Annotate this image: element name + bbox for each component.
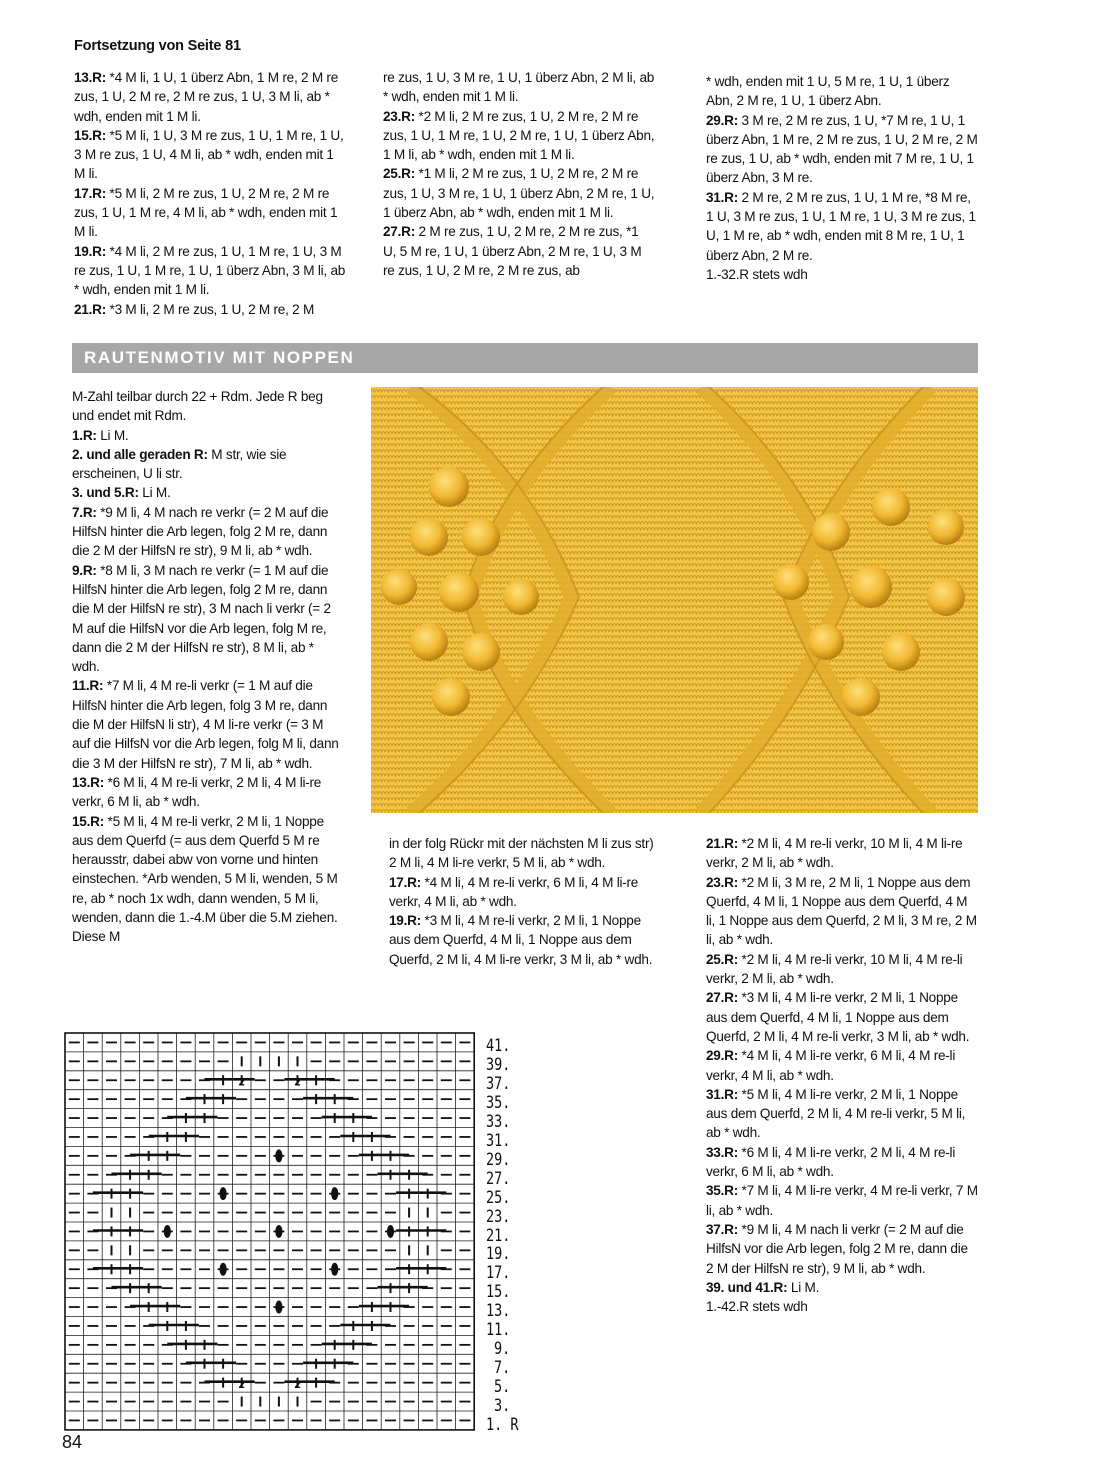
instruction-text: *1 M li, 2 M re zus, 1 U, 2 M re, 2 M re zus, 1 U, 3 M re, 1 U, 1 überz Abn, 2 M re, 1 U, 1 überz Abn, ab * wdh, enden mit 1 M li. xyxy=(383,166,655,221)
knitting-chart-grid xyxy=(63,1031,475,1431)
row-label: 2. und alle geraden R: xyxy=(72,446,208,462)
cable-cross-count: 2 xyxy=(294,1379,301,1392)
chart-row-label: 41. xyxy=(486,1036,511,1055)
instruction-text: 3 M re, 2 M re zus, 1 U, *7 M re, 1 U, 1 überz Abn, 1 M re, 2 M re zus, 1 U, 2 M re, 2 M re zus, 1 U, ab * wdh, enden mit 7 M re, 1 U, 1 überz Abn, 3 M re. xyxy=(706,112,978,186)
instruction-paragraph xyxy=(706,834,978,873)
instruction-text: M-Zahl teilbar durch 22 + Rdm. Jede R beg und endet mit Rdm. xyxy=(72,389,323,424)
row-label: 33.R: xyxy=(706,1144,738,1160)
instruction-text: 2 M re zus, 1 U, 2 M re, 2 M re zus, *1 U, 5 M re, 1 U, 1 überz Abn, 2 M re, 1 U, 3 M re zus, 1 U, 2 M re, 2 M re zus, ab xyxy=(383,224,642,278)
instruction-text: *7 M li, 4 M re-li verkr (= 1 M auf die HilfsN hinter die Arb legen, folg 3 M re, dann die M der HilfsN li str), 4 M li-re verkr (= 3 M auf die HilfsN vor die Arb legen, folg M li, dann die 3 M der HilfsN re str), 7 M li, ab * wdh. xyxy=(72,678,339,771)
instruction-text: *4 M li, 4 M re-li verkr, 6 M li, 4 M li-re verkr, 4 M li, ab * wdh. xyxy=(389,874,639,909)
chart-row-label: 5. xyxy=(494,1377,511,1397)
section-title: RAUTENMOTIV MIT NOPPEN xyxy=(84,348,355,367)
row-label: 37.R: xyxy=(706,1221,738,1237)
row-label: 17.R: xyxy=(74,185,106,201)
instruction-paragraph xyxy=(383,164,655,222)
continuation-heading: Fortsetzung von Seite 81 xyxy=(74,38,241,54)
row-label: 23.R: xyxy=(706,874,738,890)
chart-row-label: 13. xyxy=(486,1301,511,1321)
row-label: 1.R: xyxy=(72,427,97,443)
row-label: 35.R: xyxy=(706,1183,738,1199)
instruction-paragraph xyxy=(72,812,344,947)
chart-row-label: 15. xyxy=(486,1282,511,1302)
instruction-paragraph xyxy=(72,426,344,445)
instruction-text: M str, wie sie erscheinen, U li str. xyxy=(72,446,287,482)
instruction-text: *2 M li, 4 M re-li verkr, 10 M li, 4 M re-li verkr, 2 M li, ab * wdh. xyxy=(706,951,963,987)
bobble-symbol xyxy=(331,1187,338,1200)
instruction-paragraph xyxy=(706,188,978,265)
instruction-text: *5 M li, 4 M re-li verkr, 2 M li, 1 Noppe aus dem Querfd (= aus dem Querfd 5 M re herausstr, dabei abw von vorne und hinten einstechen. *Arb wenden, 5 M li, wenden, 5 M re, ab * noch 1x wdh, dann wenden, 5 M li, wenden, dann die 1.-4.M über die 5.M ziehen. Diese M xyxy=(72,813,338,945)
row-label: 7.R: xyxy=(72,504,97,520)
row-label: 15.R: xyxy=(72,813,104,829)
instruction-paragraph xyxy=(706,1181,978,1220)
instruction-paragraph xyxy=(706,873,978,950)
chart-row-label: 11. xyxy=(486,1320,511,1340)
instruction-paragraph xyxy=(72,773,344,812)
instruction-text: *9 M li, 4 M nach re verkr (= 2 M auf die HilfsN hinter die Arb legen, folg 2 M re, dann die 2 M der HilfsN re str), 9 M li, ab * wdh. xyxy=(72,504,329,559)
instruction-paragraph xyxy=(706,1297,978,1316)
row-label: 31.R: xyxy=(706,1086,738,1102)
chart-row-label: 25. xyxy=(486,1187,511,1207)
bobble-symbol xyxy=(275,1225,282,1238)
chart-row-label: 39. xyxy=(486,1054,511,1074)
instruction-paragraph xyxy=(74,242,346,300)
row-label: 13.R: xyxy=(72,774,104,790)
instruction-text: *2 M li, 2 M re zus, 1 U, 2 M re, 2 M re zus, 1 U, 1 M re, 1 U, 2 M re, 1 U, 1 überz Abn, 1 M li, ab * wdh, enden mit 1 M li. xyxy=(383,108,655,163)
instruction-text: *6 M li, 4 M re-li verkr, 2 M li, 4 M li-re verkr, 6 M li, ab * wdh. xyxy=(72,774,322,810)
bobble-symbol xyxy=(164,1225,171,1238)
instruction-paragraph xyxy=(383,107,655,165)
row-label: 27.R: xyxy=(706,990,738,1006)
bobble-symbol xyxy=(220,1263,227,1276)
chart-row-label: 33. xyxy=(486,1111,511,1131)
instruction-paragraph xyxy=(706,72,978,111)
instruction-paragraph xyxy=(706,111,978,188)
instruction-paragraph xyxy=(72,561,344,677)
instruction-text: *4 M li, 1 U, 1 überz Abn, 1 M re, 2 M re zus, 1 U, 2 M re, 2 M re zus, 1 U, 3 M li, ab * wdh, enden mit 1 M li. xyxy=(74,70,339,124)
instruction-paragraph xyxy=(706,1278,978,1297)
instruction-paragraph xyxy=(706,988,978,1046)
instructions-column-1 xyxy=(72,387,344,947)
instruction-paragraph xyxy=(74,126,346,184)
instruction-text: Li M. xyxy=(787,1279,820,1295)
instruction-text: *2 M li, 3 M re, 2 M li, 1 Noppe aus dem Querfd, 4 M li, 1 Noppe aus dem Querfd, 4 M li, 1 Noppe aus dem Querfd, 2 M li, 3 M re, 2 M li, ab * wdh. xyxy=(706,874,977,948)
instruction-text: 1.-42.R stets wdh xyxy=(706,1299,808,1315)
instructions-column-2 xyxy=(389,834,661,969)
instruction-paragraph xyxy=(706,1220,978,1278)
instruction-paragraph xyxy=(72,676,344,772)
instruction-paragraph xyxy=(706,1143,978,1182)
row-label: 23.R: xyxy=(383,108,415,124)
instruction-text: *4 M li, 4 M li-re verkr, 6 M li, 4 M re-li verkr, 4 M li, ab * wdh. xyxy=(706,1048,956,1083)
chart-row-label: 17. xyxy=(486,1263,511,1283)
row-label: 17.R: xyxy=(389,874,421,890)
page-number: 84 xyxy=(62,1432,83,1452)
instruction-text: *7 M li, 4 M li-re verkr, 4 M re-li verkr, 7 M li, ab * wdh. xyxy=(706,1183,978,1218)
instruction-paragraph xyxy=(389,834,661,873)
chart-row-label: 31. xyxy=(486,1130,511,1150)
row-label: 13.R: xyxy=(74,70,106,85)
chart-row-label: 19. xyxy=(486,1244,511,1264)
row-label: 29.R: xyxy=(706,1048,738,1064)
instruction-text: *3 M li, 4 M li-re verkr, 2 M li, 1 Noppe aus dem Querfd, 4 M li, 1 Noppe aus dem Querfd, 2 M li, 4 M re-li verkr, 3 M li, ab * wdh. xyxy=(706,990,970,1044)
instruction-text: *4 M li, 2 M re zus, 1 U, 1 M re, 1 U, 3 M re zus, 1 U, 1 M re, 1 U, 1 überz Abn, 3 M li, ab * wdh, enden mit 1 M li. xyxy=(74,243,346,298)
bobble-symbol xyxy=(387,1225,394,1238)
instruction-text: 1.-32.R stets wdh xyxy=(706,266,808,282)
bobble-symbol xyxy=(275,1301,282,1314)
instruction-text: Li M. xyxy=(96,427,129,443)
chart-row-label: 23. xyxy=(486,1206,511,1226)
row-label: 39. und 41.R: xyxy=(706,1279,788,1295)
instruction-paragraph xyxy=(72,445,344,484)
chart-row-label: 7. xyxy=(494,1358,511,1378)
row-label: 9.R: xyxy=(72,562,97,578)
instruction-paragraph xyxy=(706,950,978,989)
instruction-paragraph xyxy=(72,483,344,502)
top-column-2 xyxy=(383,68,655,280)
instruction-text: 2 M re, 2 M re zus, 1 U, 1 M re, *8 M re, 1 U, 3 M re zus, 1 U, 1 M re, 1 U, 3 M re zus, 1 U, 1 M re, ab * wdh, enden mit 8 M re, 1 U, 1 überz Abn, 2 M re. xyxy=(706,189,976,263)
chart-row-label: 29. xyxy=(486,1149,511,1169)
instruction-text: *2 M li, 4 M re-li verkr, 10 M li, 4 M li-re verkr, 2 M li, ab * wdh. xyxy=(706,836,963,871)
row-label: 29.R: xyxy=(706,112,738,128)
chart-row-label: 1. R xyxy=(486,1415,519,1434)
instruction-text: re zus, 1 U, 3 M re, 1 U, 1 überz Abn, 2 M li, ab * wdh, enden mit 1 M li. xyxy=(383,70,655,105)
chart-row-label: 27. xyxy=(486,1168,511,1188)
instruction-text: *8 M li, 3 M nach re verkr (= 1 M auf die HilfsN hinter die Arb legen, folg 2 M re, dann die M der HilfsN re str), 3 M nach li verkr (= 2 M auf die HilfsN vor die Arb legen, folg M re, dann die 2 M der HilfsN re str), 8 M li, ab * wdh. xyxy=(72,562,331,675)
bobble-symbol xyxy=(220,1187,227,1200)
row-label: 21.R: xyxy=(74,301,106,317)
chart-row-label: 9. xyxy=(494,1339,511,1359)
instruction-text: *3 M li, 4 M re-li verkr, 2 M li, 1 Noppe aus dem Querfd, 4 M li, 1 Noppe aus dem Querfd, 2 M li, 4 M li-re verkr, 3 M li, ab * wdh. xyxy=(389,913,653,967)
instruction-text: *5 M li, 4 M li-re verkr, 2 M li, 1 Noppe aus dem Querfd, 2 M li, 4 M re-li verkr, 5 M li, ab * wdh. xyxy=(706,1086,966,1141)
instruction-paragraph xyxy=(706,1046,978,1085)
row-label: 3. und 5.R: xyxy=(72,485,139,501)
instruction-text: *3 M li, 2 M re zus, 1 U, 2 M re, 2 M xyxy=(106,301,315,317)
row-label: 11.R: xyxy=(72,678,104,694)
instruction-paragraph xyxy=(72,503,344,561)
knitted-swatch-photo xyxy=(371,387,978,813)
bobble-symbol xyxy=(331,1263,338,1276)
instruction-text: * wdh, enden mit 1 U, 5 M re, 1 U, 1 überz Abn, 2 M re, 1 U, 1 überz Abn. xyxy=(706,74,950,109)
instruction-paragraph xyxy=(389,873,661,912)
chart-row-label: 37. xyxy=(486,1073,511,1093)
row-label: 25.R: xyxy=(383,166,415,182)
cable-cross-count: 2 xyxy=(294,1076,301,1089)
row-label: 31.R: xyxy=(706,189,738,205)
instructions-column-3 xyxy=(706,834,978,1316)
bobble-symbol xyxy=(275,1149,282,1162)
instruction-paragraph xyxy=(706,265,978,284)
row-label: 27.R: xyxy=(383,224,415,240)
top-column-1 xyxy=(74,68,346,319)
chart-row-label: 21. xyxy=(486,1225,511,1245)
instruction-paragraph xyxy=(383,222,655,280)
instruction-paragraph xyxy=(74,300,346,319)
instruction-text: *5 M li, 2 M re zus, 1 U, 2 M re, 2 M re zus, 1 U, 1 M re, 4 M li, ab * wdh, enden mit 1 M li. xyxy=(74,185,338,240)
row-label: 15.R: xyxy=(74,127,106,143)
instruction-paragraph xyxy=(383,68,655,107)
cable-cross-count: 2 xyxy=(238,1076,245,1089)
instruction-text: in der folg Rückr mit der nächsten M li zus str) 2 M li, 4 M li-re verkr, 5 M li, ab * wdh. xyxy=(389,836,654,871)
chart-row-label: 3. xyxy=(494,1396,511,1416)
instruction-text: *6 M li, 4 M li-re verkr, 2 M li, 4 M re-li verkr, 6 M li, ab * wdh. xyxy=(706,1144,956,1180)
instruction-paragraph xyxy=(706,1085,978,1143)
row-label: 19.R: xyxy=(74,243,106,259)
row-label: 19.R: xyxy=(389,913,421,929)
cable-cross-count: 2 xyxy=(238,1379,245,1392)
instruction-paragraph xyxy=(389,911,661,969)
row-label: 21.R: xyxy=(706,836,738,851)
instruction-paragraph xyxy=(74,184,346,242)
chart-row-label: 35. xyxy=(486,1092,511,1112)
instruction-text: *9 M li, 4 M nach li verkr (= 2 M auf die HilfsN vor die Arb legen, folg 2 M re, dann die 2 M der HilfsN re str), 9 M li, ab * wdh. xyxy=(706,1221,968,1276)
instruction-paragraph xyxy=(72,387,344,426)
top-column-3 xyxy=(706,72,978,284)
row-label: 25.R: xyxy=(706,951,738,967)
instruction-text: Li M. xyxy=(138,485,171,501)
instruction-text: *5 M li, 1 U, 3 M re zus, 1 U, 1 M re, 1 U, 3 M re zus, 1 U, 4 M li, ab * wdh, enden mit 1 M li. xyxy=(74,127,344,182)
instruction-paragraph xyxy=(74,68,346,126)
